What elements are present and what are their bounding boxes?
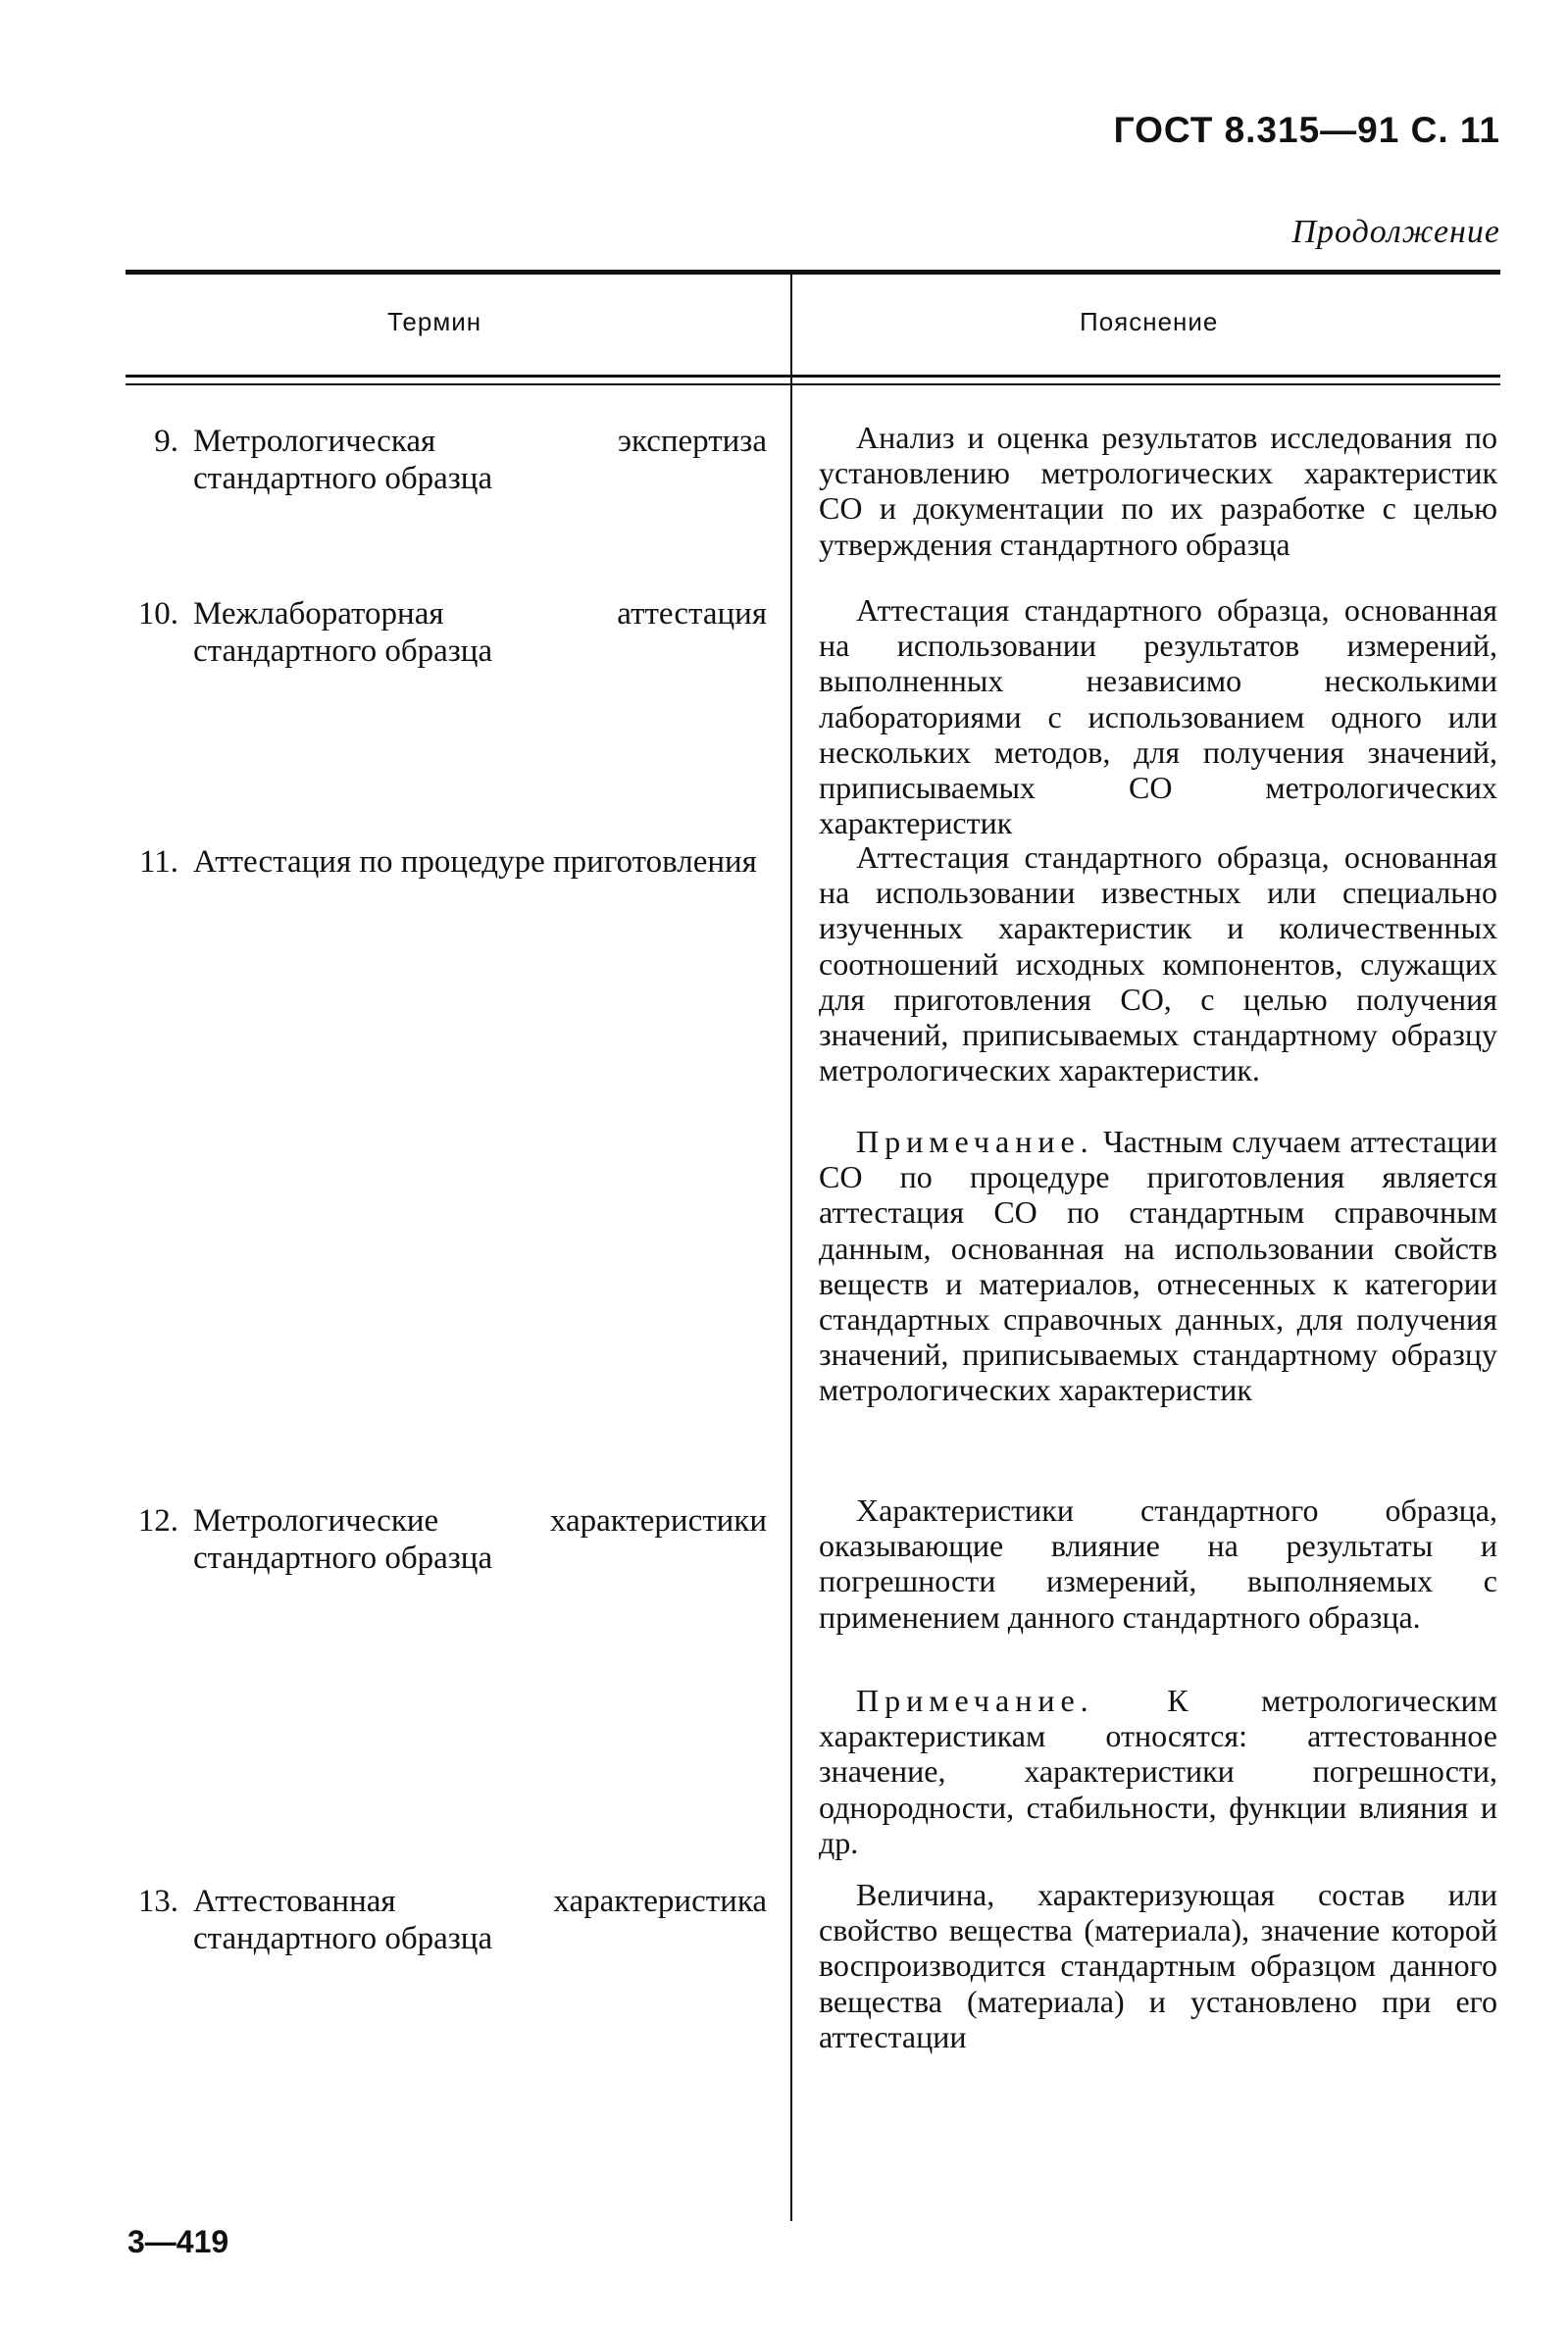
- column-divider: [790, 270, 792, 2221]
- explanation-row-10: Аттестация стандартного образца, основанная на использовании результатов измерений, выполненных независимо несколькими лабораториями с использованием одного или нескольких методов, для получения значений, приписываемых СО метрологических характеристик: [819, 592, 1497, 841]
- note-row-11: [819, 1124, 1497, 1408]
- note-text: К метрологическим характеристикам относятся: аттестованное значение, характеристики погрешности, однородности, стабильности, функции влияния и др.: [819, 1683, 1498, 1860]
- term-number: 9.: [154, 424, 178, 459]
- page-footer: 3—419: [127, 2224, 229, 2259]
- term-text: Аттестация по процедуре приготовления: [193, 844, 757, 880]
- explanation-row-13: Величина, характеризующая состав или свойство вещества (материала), значение которой воспроизводится стандартным образцом данного вещества (материала) и установлено при его аттестации: [819, 1877, 1497, 2054]
- column-header-term: Термин: [387, 307, 482, 336]
- header-bottom-rule: [126, 375, 1500, 378]
- term-number: 11.: [138, 844, 178, 880]
- page-header: ГОСТ 8.315—91 С. 11: [1113, 110, 1500, 150]
- explanation-row-9: Анализ и оценка результатов исследования по установлению метрологических характеристик СО и документации по их разработке с целью утверждения стандартного образца: [819, 420, 1497, 562]
- term-text: Метрологическая экспертиза стандартного образца: [193, 424, 767, 496]
- table-top-rule: [126, 270, 1500, 275]
- term-number: 13.: [137, 1884, 178, 1919]
- term-text: Аттестованная характеристика стандартного образца: [193, 1884, 767, 1956]
- note-text: Частным случаем аттестации СО по процедуре приготовления является аттестация СО по стандартным справочным данным, основанная на использовании свойств веществ и материалов, отнесенных к категории стандартных справочных данных, для получения значений, приписываемых стандартному образцу метрологических характеристик: [819, 1124, 1498, 1408]
- header-bottom-rule-2: [126, 383, 1500, 385]
- explanation-row-12: Характеристики стандартного образца, оказывающие влияние на результаты и погрешности измерений, выполняемых с применением данного стандартного образца.: [819, 1492, 1497, 1635]
- explanation-row-11: Аттестация стандартного образца, основанная на использовании известных или специально изученных характеристик и количественных соотношений исходных компонентов, служащих для приготовления СО, с целью получения значений, приписываемых стандартному образцу метрологических характеристик.: [819, 839, 1497, 1088]
- note-label: Примечание.: [856, 1124, 1094, 1159]
- note-label: Примечание.: [856, 1683, 1094, 1718]
- term-number: 12.: [137, 1503, 178, 1539]
- column-header-explanation: Пояснение: [1080, 307, 1219, 336]
- term-text: Межлабораторная аттестация стандартного образца: [193, 596, 767, 669]
- term-text: Метрологические характеристики стандартного образца: [193, 1503, 767, 1576]
- continuation-label: Продолжение: [1291, 214, 1500, 250]
- note-row-12: [819, 1683, 1497, 1860]
- term-number: 10.: [137, 596, 178, 632]
